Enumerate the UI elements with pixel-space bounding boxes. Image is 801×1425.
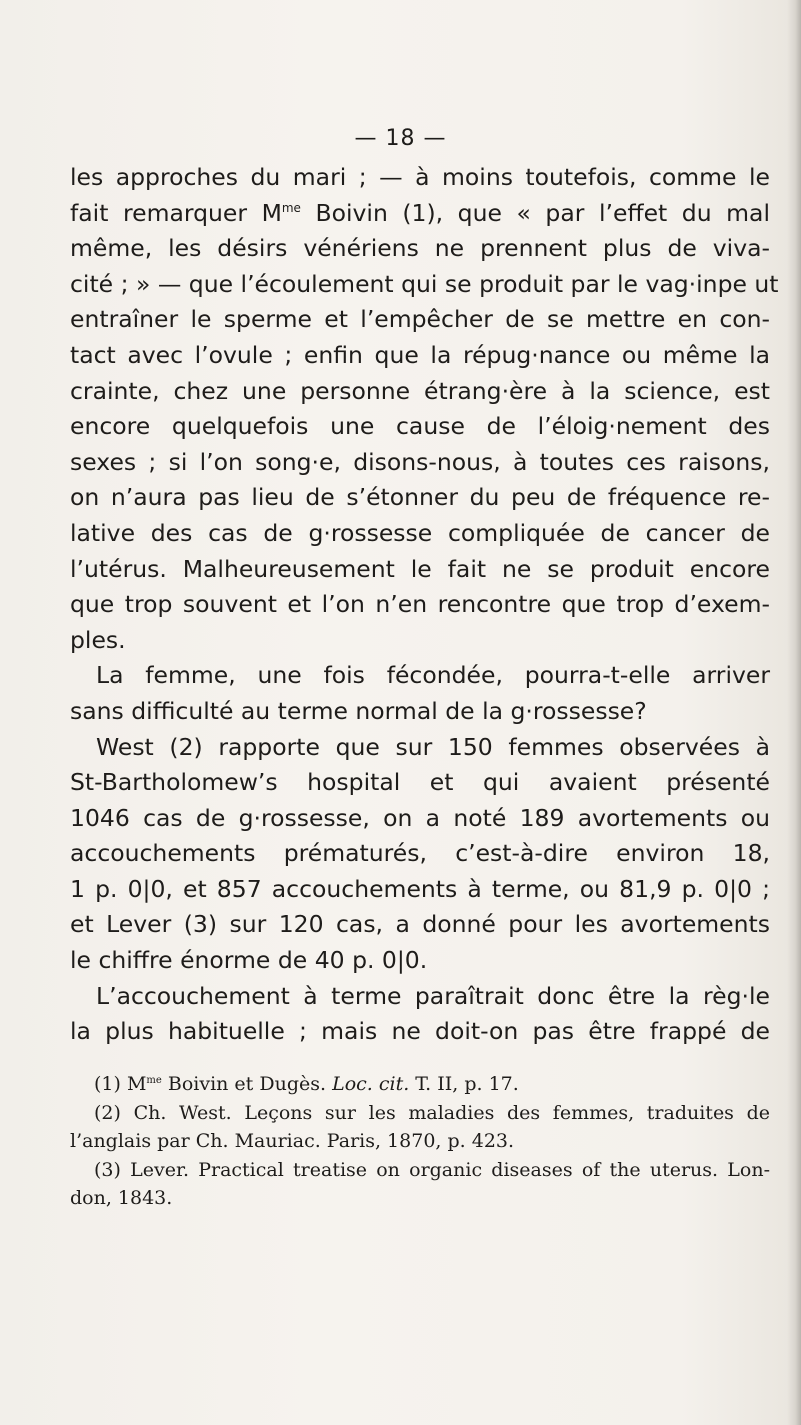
body-line: les approches du mari ; — à moins toutefois, comme le: [70, 163, 770, 191]
body-line: le chiffre énorme de 40 p. 0|0.: [70, 946, 428, 975]
footnote-text: T. II, p. 17.: [409, 1073, 519, 1095]
body-line: West (2) rapporte que sur 150 femmes observées à: [96, 732, 770, 761]
footnote-3-line: (3) Lever. Practical treatise on organic diseases of the uterus. Lon-: [94, 1158, 770, 1181]
body-line: crainte, chez une personne étrang·ère à la science, est: [70, 376, 770, 405]
body-line-text: Boivin (1), que « par l’effet du mal: [300, 198, 770, 227]
body-line: sexes ; si l’on song·e, disons-nous, à toutes ces raisons,: [70, 447, 770, 476]
footnote-text: (1) M: [94, 1073, 147, 1095]
body-line: tact avec l’ovule ; enfin que la répug·nance ou même la: [70, 340, 770, 369]
footnote-3-line: don, 1843.: [70, 1187, 173, 1209]
body-line: L’accouchement à terme paraîtrait donc être la règ·le: [96, 981, 770, 1010]
body-line: que trop souvent et l’on n’en rencontre que trop d’exem-: [70, 590, 770, 619]
footnote-1: [70, 1070, 770, 1099]
body-line: même, les désirs vénériens ne prennent plus de viva-: [70, 234, 770, 263]
body-line: encore quelquefois une cause de l’éloig·nement des: [70, 412, 770, 441]
page-number: — 18 —: [354, 126, 447, 151]
body-line: [70, 196, 770, 232]
body-line: entraîner le sperme et l’empêcher de se mettre en con-: [70, 305, 770, 334]
footnote-italic: Loc. cit.: [332, 1073, 410, 1095]
body-line: 1 p. 0|0, et 857 accouchements à terme, ou 81,9 p. 0|0 ;: [70, 874, 770, 903]
body-line: on n’aura pas lieu de s’étonner du peu de fréquence re-: [70, 483, 770, 512]
body-line: 1046 cas de g·rossesse, on a noté 189 avortements ou: [70, 803, 770, 832]
body-line: St-Bartholomew’s hospital et qui avaient présenté: [70, 768, 770, 797]
body-text: [70, 160, 779, 1050]
body-line: accouchements prématurés, c’est-à-dire environ 18,: [70, 839, 770, 868]
footnote-2-line: (2) Ch. West. Leçons sur les maladies des femmes, traduites de: [94, 1101, 770, 1124]
body-line-text: fait remarquer M: [70, 198, 282, 227]
footnotes: [70, 1070, 770, 1213]
body-line: sans difficulté au terme normal de la g·rossesse?: [70, 696, 647, 725]
footnote-text: Boivin et Dugès.: [161, 1073, 327, 1095]
body-line: lative des cas de g·rossesse compliquée de cancer de: [70, 518, 770, 547]
body-line: la plus habituelle ; mais ne doit-on pas être frappé de: [70, 1017, 770, 1046]
superscript: me: [281, 200, 301, 215]
page-edge-shadow: [787, 0, 801, 1425]
body-line: l’utérus. Malheureusement le fait ne se produit encore: [70, 554, 770, 583]
body-line: La femme, une fois fécondée, pourra-t-elle arriver: [96, 661, 770, 690]
body-line: cité ; » — que l’écoulement qui se produit par le vag·inpe ut: [70, 269, 779, 298]
footnote-2-line: l’anglais par Ch. Mauriac. Paris, 1870, p. 423.: [70, 1130, 515, 1152]
superscript: me: [146, 1075, 162, 1086]
body-line: ples.: [70, 625, 126, 654]
body-line: et Lever (3) sur 120 cas, a donné pour les avortements: [70, 910, 770, 939]
